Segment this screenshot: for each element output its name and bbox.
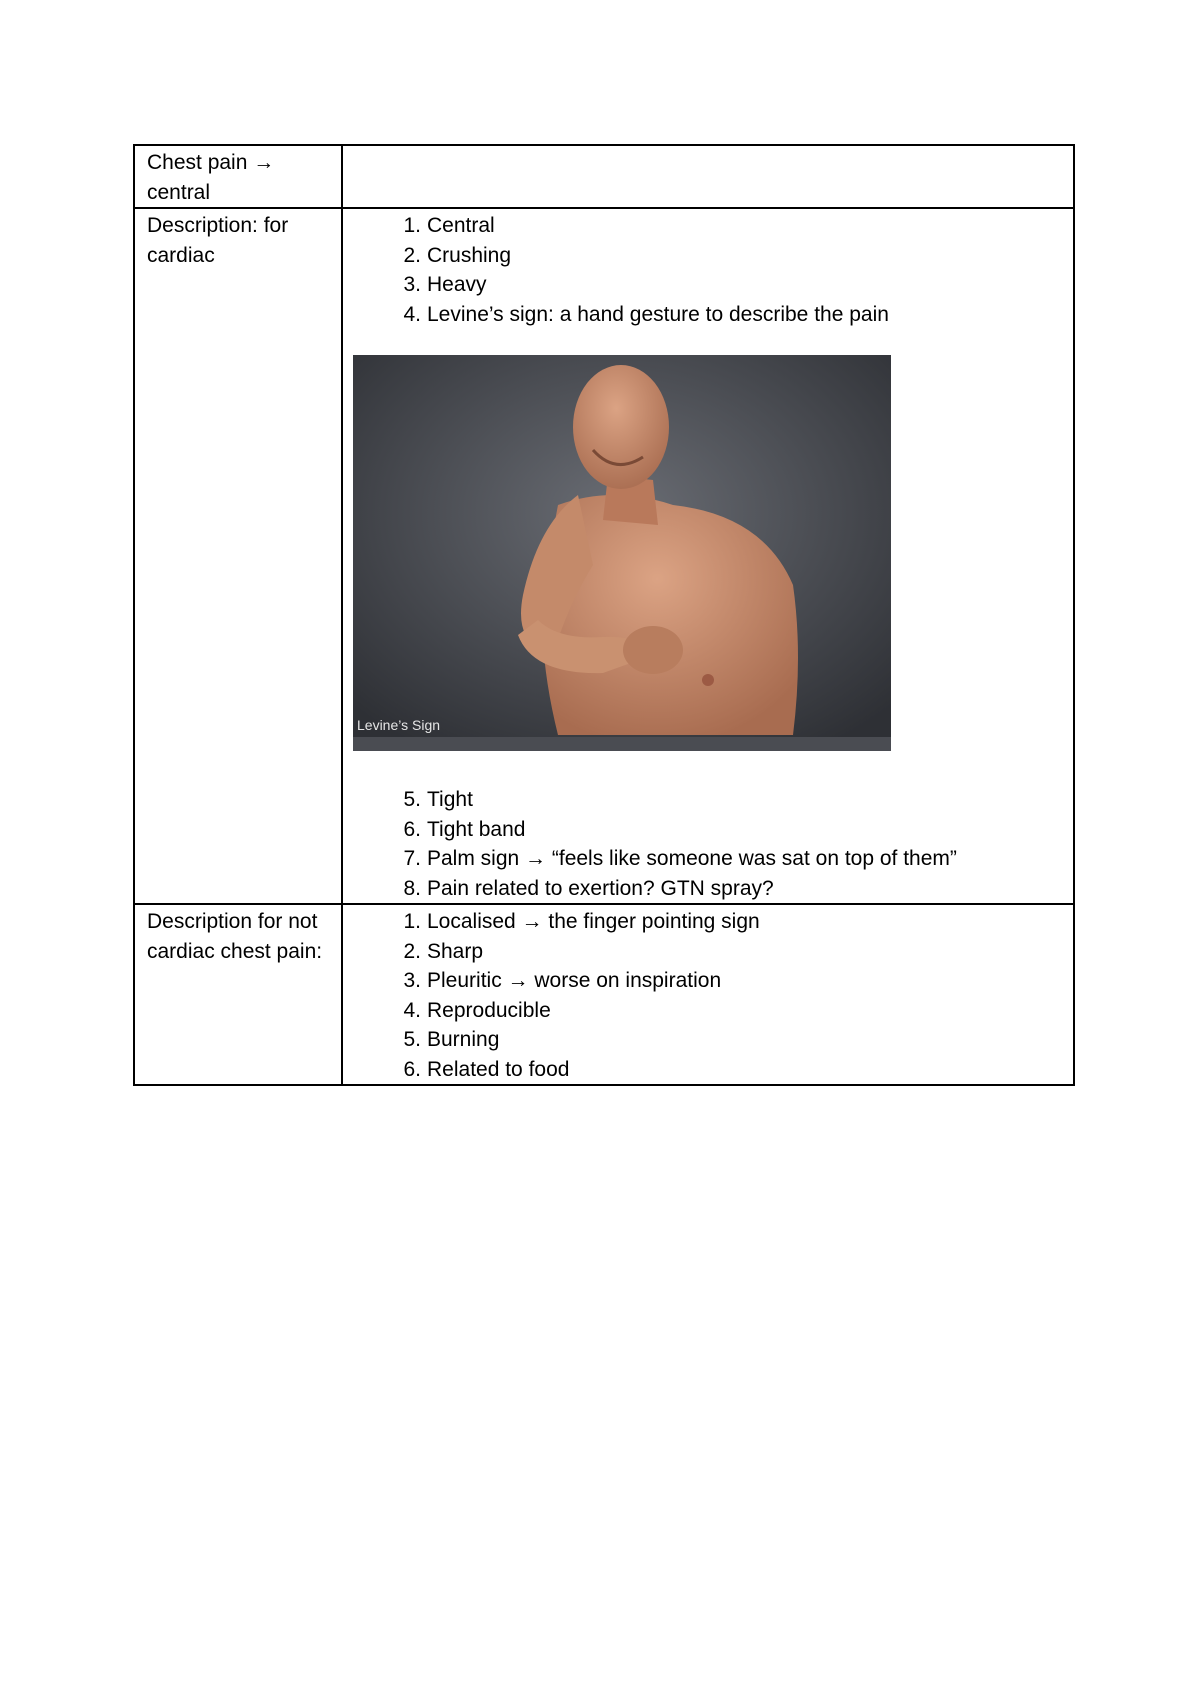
list-item: 2. Crushing bbox=[403, 243, 512, 267]
list-item: 6. Related to food bbox=[403, 1057, 570, 1081]
list-item: 3. Heavy bbox=[403, 273, 487, 296]
list-item: 1. Central bbox=[403, 214, 495, 237]
list-item: 1. Localised → the finger pointing sign bbox=[403, 910, 760, 933]
cardiac-list-part-1 bbox=[343, 211, 1073, 329]
table-row bbox=[134, 145, 1074, 208]
row-label-cell bbox=[134, 904, 342, 1085]
list-item: 4. Levine’s sign: a hand gesture to describe the pain bbox=[403, 302, 889, 326]
list-item: 4. Reproducible bbox=[403, 998, 551, 1022]
row-label-cell bbox=[134, 208, 342, 904]
row-content-cell bbox=[342, 904, 1074, 1085]
list-item: 8. Pain related to exertion? GTN spray? bbox=[403, 876, 774, 900]
levines-sign-figure bbox=[353, 355, 891, 751]
cardiac-list-part-2 bbox=[343, 785, 1073, 903]
non-cardiac-list bbox=[343, 907, 1073, 1084]
list-item: 6. Tight band bbox=[403, 817, 526, 841]
photo-icon bbox=[353, 355, 891, 751]
row-label: Description for not cardiac chest pain: bbox=[147, 910, 323, 963]
list-item: 2. Sharp bbox=[403, 939, 484, 963]
row-label: Chest pain → central bbox=[147, 151, 275, 204]
table-row bbox=[134, 208, 1074, 904]
row-label-cell bbox=[134, 145, 342, 208]
list-item: 7. Palm sign → “feels like someone was sat on top of them” bbox=[403, 847, 957, 870]
figure-caption: Levine’s Sign bbox=[357, 717, 441, 733]
table-row bbox=[134, 904, 1074, 1085]
row-label: Description: for cardiac bbox=[147, 214, 289, 267]
row-content-cell bbox=[342, 145, 1074, 208]
list-item: 5. Burning bbox=[403, 1028, 500, 1051]
row-content-cell bbox=[342, 208, 1074, 904]
list-item: 3. Pleuritic → worse on inspiration bbox=[403, 969, 722, 992]
list-item: 5. Tight bbox=[403, 788, 473, 811]
notes-table bbox=[133, 144, 1075, 1086]
